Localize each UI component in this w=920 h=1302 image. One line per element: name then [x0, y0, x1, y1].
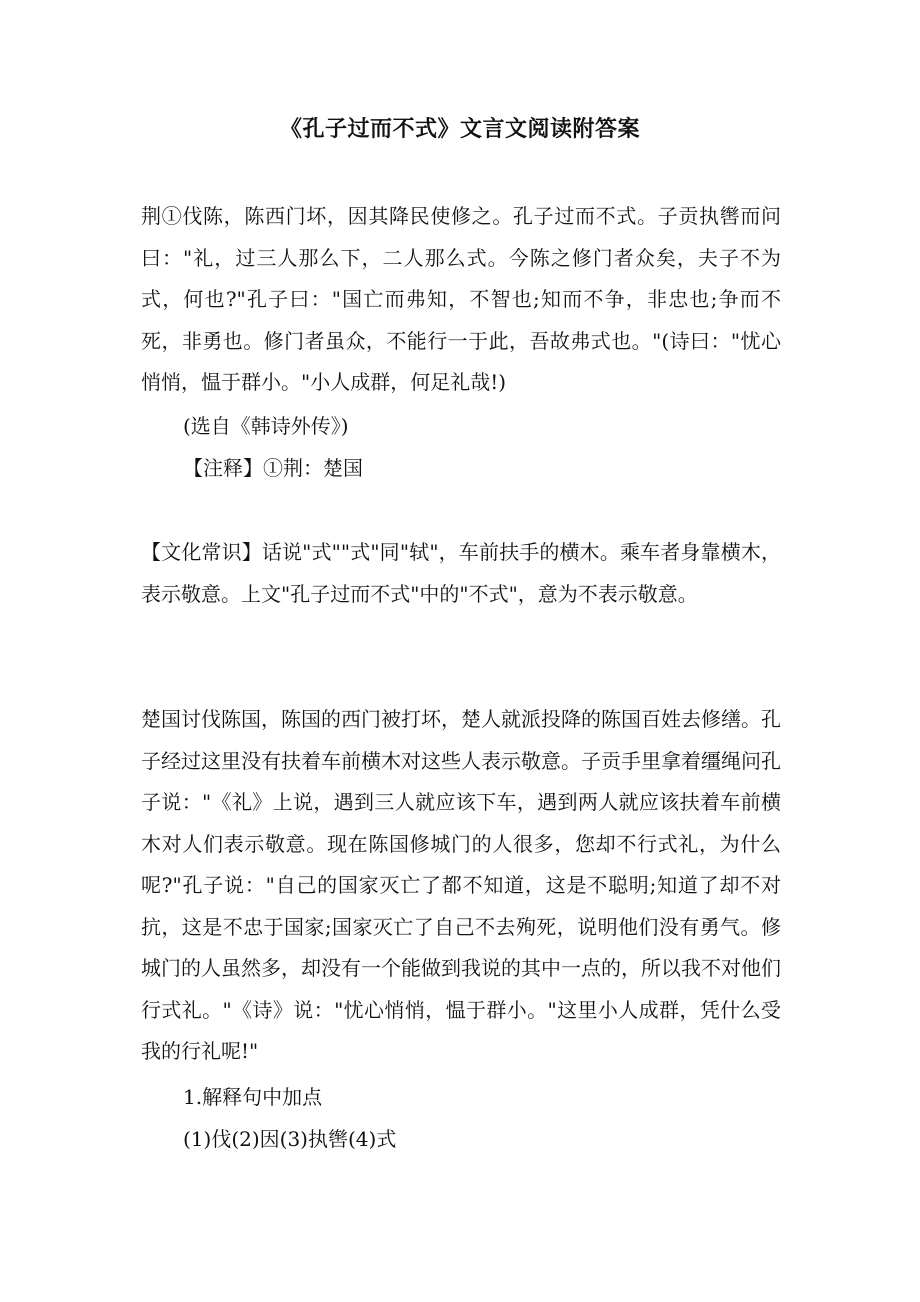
document-title: 《孔子过而不式》文言文阅读附答案	[279, 116, 640, 142]
original-text-paragraph: 荆①伐陈，陈西门坏，因其降民使修之。孔子过而不式。子贡执辔而问曰："礼，过三人那么下，二人那么式。今陈之修门者众矣，夫子不为式，何也?"孔子曰："国亡而弗知，不智也;知而不争，非忠也;争而不死，非勇也。修门者虽众，不能行一于此，吾故弗式也。"(诗曰："忧心悄悄，愠于群小。"小人成群，何足礼哉!)	[141, 204, 781, 394]
annotation-note: 【注释】①荆：楚国	[183, 456, 363, 480]
cultural-knowledge-paragraph: 【文化常识】话说"式""式"同"轼"，车前扶手的横木。乘车者身靠横木，表示敬意。上文"孔子过而不式"中的"不式"，意为不表示敬意。	[141, 540, 781, 606]
question-1-items: (1)伐(2)因(3)执辔(4)式	[183, 1127, 397, 1151]
question-1-prompt: 1.解释句中加点	[183, 1085, 323, 1109]
source-citation: (选自《韩诗外传》)	[183, 414, 349, 438]
translation-paragraph: 楚国讨伐陈国，陈国的西门被打坏，楚人就派投降的陈国百姓去修缮。孔子经过这里没有扶着车前横木对这些人表示敬意。子贡手里拿着缰绳问孔子说："《礼》上说，遇到三人就应该下车，遇到两人就应该扶着车前横木对人们表示敬意。现在陈国修城门的人很多，您却不行式礼，为什么呢?"孔子说："自己的国家灭亡了都不知道，这是不聪明;知道了却不对抗，这是不忠于国家;国家灭亡了自己不去殉死，说明他们没有勇气。修城门的人虽然多，却没有一个能做到我说的其中一点的，所以我不对他们行式礼。"《诗》说："忧心悄悄，愠于群小。"这里小人成群，凭什么受我的行礼呢!"	[141, 707, 781, 1063]
